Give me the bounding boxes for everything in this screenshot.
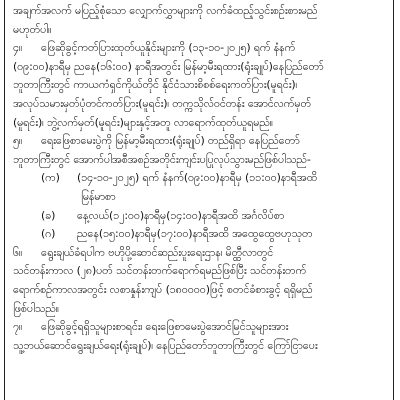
text-line: ရွေးချယ်ခံရပါက ဗဟိုပို့ဆောင်ဆည်းပူးရေးဌာန၊ မိတ္ထီလာတွင် (41, 245, 274, 259)
paragraph-5 (13, 132, 385, 151)
list-item-ka (13, 169, 385, 188)
text-line: နေ့လယ်(၁၂:၀၀)နာရီမှ(၁၄:၀၀)နာရီအထိ အင်္ဂလိပ်စာ (77, 208, 285, 222)
paragraph-6 (13, 244, 385, 263)
text-line: ဖြေဆိုခွင့်ရရှိသူများစာရင်း၊ ရေးဖြေစာမေးပွဲအောင်မြင်သူများအား (41, 320, 289, 334)
text-line: (မူရင်း)၊ ဘွဲ့လက်မှတ်(မူရင်း)များနှင့်အတူ လာရောက်ထုတ်ယူရမည်။ (13, 115, 273, 129)
list-item-kha (13, 207, 385, 226)
item-label: (က) (41, 171, 60, 185)
text-line: ရောက်စဉ်ကာလအတွင်း လစာနှုန်းကျပ် (၁၈၀၀၀၀)ဖြင့် စတင်ခံစားခွင့် ရရှိမည် (13, 282, 313, 296)
paragraph-number: ၄။ (13, 41, 23, 55)
text-line: သင်တန်းကာလ (၂၈)ပတ် သင်တန်းတက်ရောက်ရမည်ဖြစ်ပြီး သင်တန်းတက် (13, 264, 307, 278)
paragraph-7 (13, 318, 385, 337)
document-page (4, 0, 394, 400)
text-line: (၀၉:၀၀)နာရီမှ ညနေ(၁၆:၀၀) နာရီအတွင်း မြန်မာ့မီးရထား(ရုံးချုပ်)နေပြည်တော် (13, 59, 324, 73)
text-line: မြန်မာစာ (81, 189, 116, 203)
paragraph-number: ၅။ (13, 134, 23, 148)
text-line: ဖြေဆိုခွင့်ကတ်ပြားထုတ်ယူနိုင်းများကို (၁၃-၁၀-၂၀၂၅) ရက် နံနက် (41, 41, 296, 55)
item-label: (ဂ) (41, 227, 56, 241)
text-line: မဟုတ်ပါ။ (13, 22, 52, 36)
list-item-ga (13, 225, 385, 244)
text-line: သူ့ဘယ်ဆောင်ရွေးချယ်ရေး(ရုံးချုပ်)၊ နေပြည်တော်ဘူတာကြီးတွင် ကြော်ငြာပေး (13, 338, 318, 352)
text-line: အချက်အလက် မပြည့်စုံသော လျှောက်လွှာများကို လက်ခံထည့်သွင်းစဉ်းစားမည် (13, 4, 318, 17)
text-line: ဘူတာကြီးတွင် ကာယကံရှင်ကိုယ်တိုင် နိုင်ငံသားစိစစ်ရေးကတ်ပြား(မူရင်း)၊ (13, 78, 298, 92)
text-line: ရေးဖြေစာမေးပွဲကို မြန်မာ့မီးရထား(ရုံးချုပ်) တည်ရှိရာ နေပြည်တော် (41, 134, 300, 148)
text-line: ဘူတာကြီးတွင် အောက်ပါအစီအစဉ်အတိုင်းကျင်းပပြုလုပ်သွားမည်ဖြစ်ပါသည်- (13, 152, 311, 166)
paragraph-number: ၇။ (13, 320, 23, 334)
paragraph-4 (13, 39, 385, 58)
text-line: အလုပ်သမားမှတ်ပုံတင်ကတ်ပြား(မူရင်း)၊ တက္ကသိုလ်ဝင်တန်း အောင်လက်မှတ် (13, 96, 311, 110)
text-line: ညနေ(၁၅:၀၀)နာရီမှ(၁၇:၀၀)နာရီအထိ အထွေထွေဗဟုသုတ (77, 227, 313, 241)
text-line: (၁၄-၁၀-၂၀၂၅) ရက် နံနက်(၀၉:၀၀)နာရီမှ (၁၁:၀၀)နာရီအထိ (77, 171, 318, 185)
item-label: (ခ) (41, 208, 56, 222)
paragraph-number: ၆။ (13, 245, 23, 259)
text-line: ဖြစ်ပါသည်။ (13, 301, 59, 315)
